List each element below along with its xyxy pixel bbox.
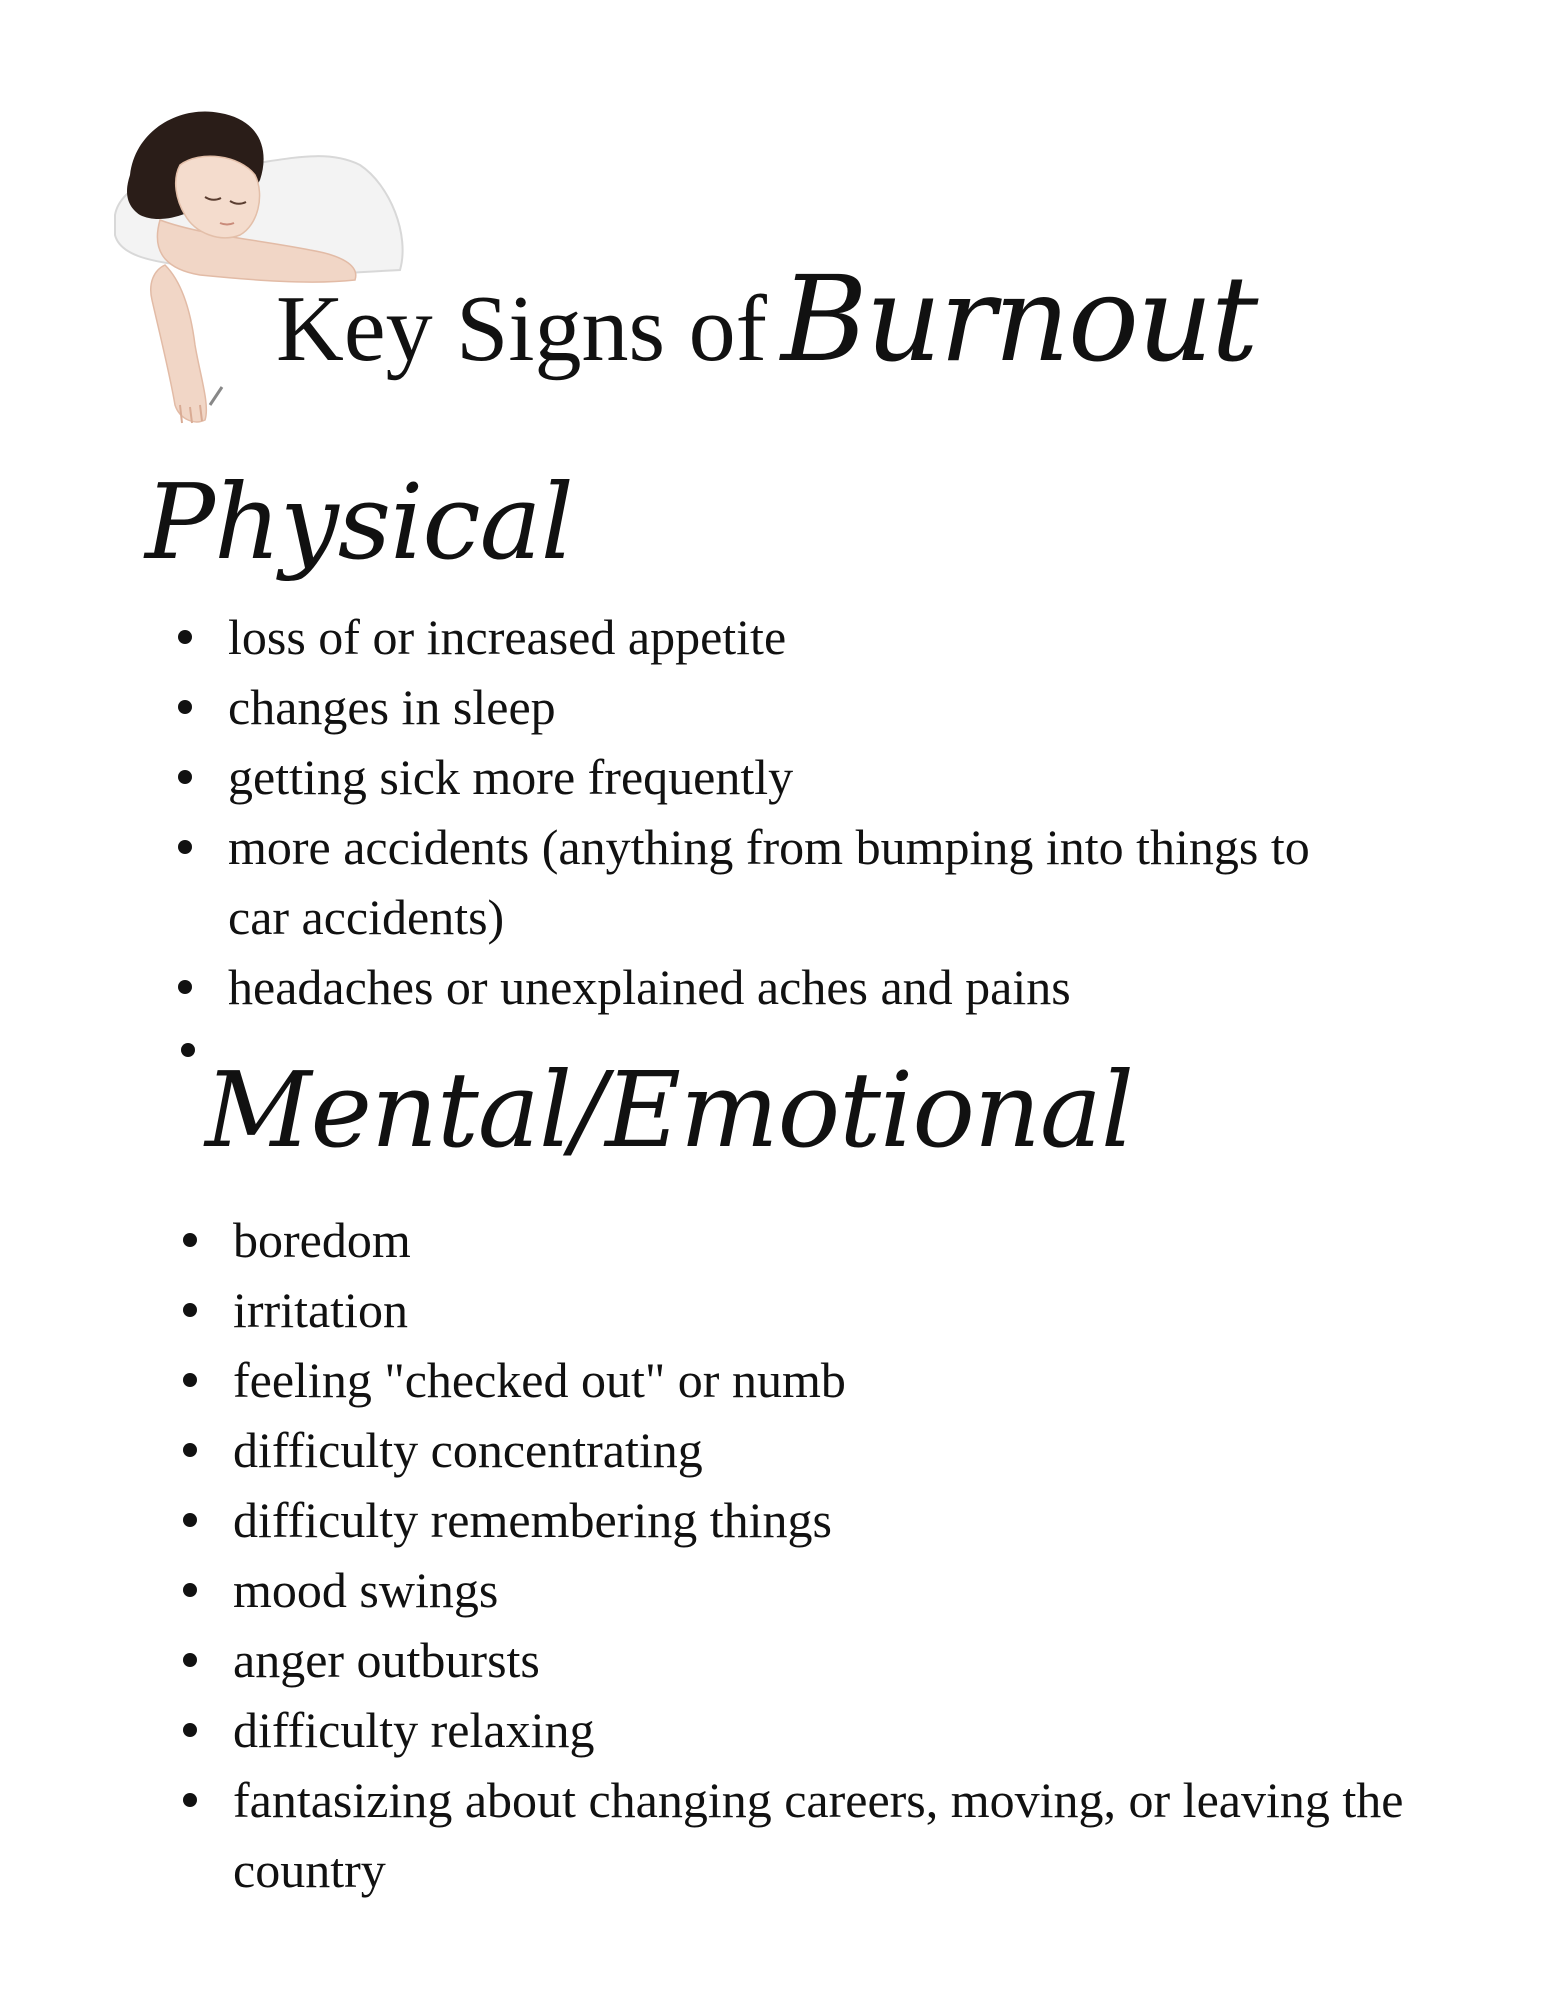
list-item [233, 1275, 1413, 1345]
list-item-text: changes in sleep [228, 679, 556, 735]
list-item-text: boredom [233, 1212, 411, 1268]
list-item-text: anger outbursts [233, 1632, 540, 1688]
mental-emotional-signs-list [233, 1205, 1413, 1905]
empty-bullet-icon [181, 1043, 195, 1057]
list-item [228, 952, 1378, 1022]
list-item [233, 1555, 1413, 1625]
physical-signs-list [228, 602, 1378, 1022]
list-item [228, 672, 1378, 742]
list-item [233, 1625, 1413, 1695]
list-item-text: irritation [233, 1282, 408, 1338]
bullet-icon [183, 1653, 197, 1667]
bullet-icon [183, 1373, 197, 1387]
list-item-text: mood swings [233, 1562, 499, 1618]
section-heading-physical: Physical [145, 461, 573, 583]
bullet-icon [183, 1303, 197, 1317]
list-item [233, 1695, 1413, 1765]
title-emphasis: Burnout [780, 250, 1257, 388]
bullet-icon [178, 700, 192, 714]
bullet-icon [183, 1723, 197, 1737]
bullet-icon [183, 1233, 197, 1247]
list-item-text: more accidents (anything from bumping into things to car accidents) [228, 819, 1310, 945]
list-item-text: difficulty concentrating [233, 1422, 703, 1478]
list-item-text: headaches or unexplained aches and pains [228, 959, 1071, 1015]
bullet-icon [178, 770, 192, 784]
bullet-icon [183, 1793, 197, 1807]
list-item-text: getting sick more frequently [228, 749, 794, 805]
list-item [233, 1415, 1413, 1485]
page-title [276, 250, 1256, 410]
list-item [228, 602, 1378, 672]
title-prefix: Key Signs of [276, 277, 767, 381]
list-item [233, 1765, 1413, 1905]
bullet-icon [183, 1443, 197, 1457]
bullet-icon [178, 630, 192, 644]
section-heading-mental-emotional: Mental/Emotional [205, 1049, 1134, 1171]
list-item-text: feeling "checked out" or numb [233, 1352, 846, 1408]
list-item-text: loss of or increased appetite [228, 609, 787, 665]
list-item [233, 1345, 1413, 1415]
bullet-icon [183, 1583, 197, 1597]
list-item [233, 1485, 1413, 1555]
bullet-icon [178, 840, 192, 854]
list-item-text: fantasizing about changing careers, moving, or leaving the country [233, 1772, 1404, 1898]
list-item-text: difficulty relaxing [233, 1702, 595, 1758]
list-item [228, 742, 1378, 812]
bullet-icon [183, 1513, 197, 1527]
list-item [233, 1205, 1413, 1275]
list-item [228, 812, 1378, 952]
bullet-icon [178, 980, 192, 994]
list-item-text: difficulty remembering things [233, 1492, 832, 1548]
